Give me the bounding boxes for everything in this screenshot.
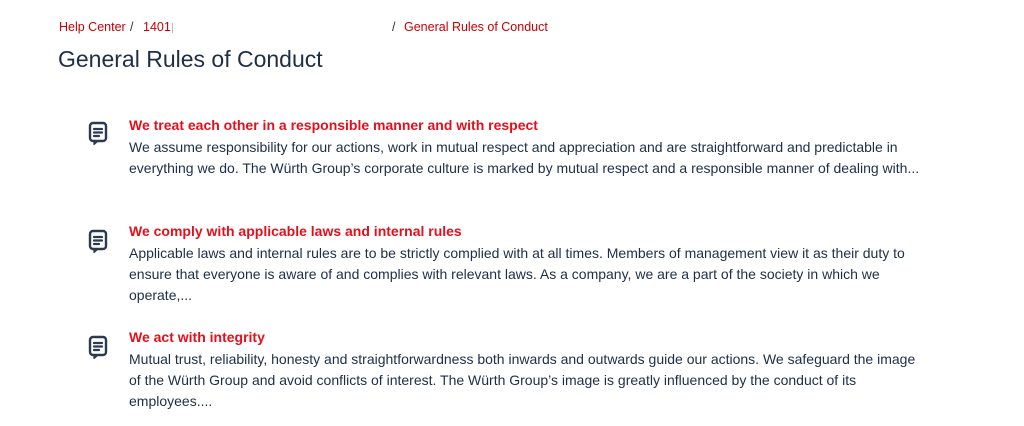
article-excerpt: Applicable laws and internal rules are to be strictly complied with at all times. Members of management view it as their duty to ensure that everyone is aware of and complies with relevant laws. As a company, we are a part of the society in which we operate,... (129, 245, 905, 303)
article-title-link[interactable]: We comply with applicable laws and internal rules (129, 223, 462, 239)
document-icon (88, 121, 108, 145)
breadcrumb-item-current[interactable]: General Rules of Conduct (404, 20, 548, 34)
breadcrumb-separator: / (392, 20, 396, 34)
page-title: General Rules of Conduct (58, 46, 323, 72)
article-body (129, 222, 929, 306)
article-body (129, 116, 929, 179)
breadcrumb-separator: / (130, 20, 134, 34)
document-icon (88, 229, 108, 253)
breadcrumb-truncation-mark (172, 23, 173, 33)
article-body (129, 328, 929, 412)
article-excerpt: Mutual trust, reliability, honesty and straightforwardness both inwards and outwards guide our actions. We safeguard the image of the Würth Group and avoid conflicts of interest. The Würth Group’s image is greatly influenced by the conduct of its employees.... (129, 351, 916, 409)
article-title-link[interactable]: We treat each other in a responsible manner and with respect (129, 117, 538, 133)
breadcrumb-item-help-center[interactable]: Help Center (59, 20, 126, 34)
article-title-link[interactable]: We act with integrity (129, 329, 265, 345)
document-icon (88, 335, 108, 359)
breadcrumb-item-section[interactable]: 1401 (143, 20, 171, 34)
article-excerpt: We assume responsibility for our actions, work in mutual respect and appreciation and are straightforward and predictable in everything we do. The Würth Group’s corporate culture is marked by mutual respect and a responsible manner of dealing with... (129, 139, 920, 176)
